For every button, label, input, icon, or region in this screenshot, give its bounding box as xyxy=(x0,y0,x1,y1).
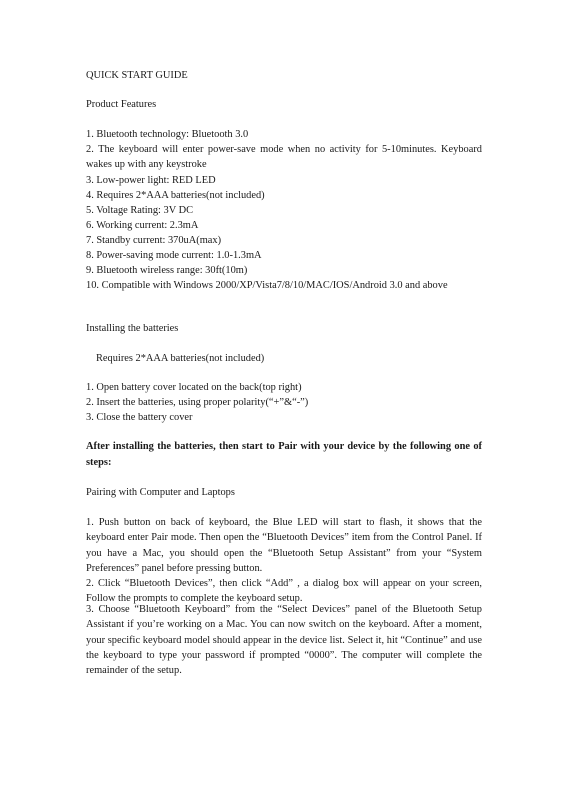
feature-item: 8. Power-saving mode current: 1.0-1.3mA xyxy=(86,250,262,261)
batteries-heading: Installing the batteries xyxy=(86,323,179,334)
pairing-step: 3. Choose “Bluetooth Keyboard” from the “Select Devices” panel of the Bluetooth Setup Assistant if you’re working on a Mac. You can now switch on the keyboard. After a moment, your specific keyboard model should appear in the device list. Select it, hit “Continue” and use the keyboard to type your password if prompted “0000”. The computer will complete the remainder of the setup. xyxy=(86,604,482,677)
document-title: QUICK START GUIDE xyxy=(86,70,188,81)
feature-item: 3. Low-power light: RED LED xyxy=(86,175,216,186)
battery-step: 1. Open battery cover located on the back(top right) xyxy=(86,382,302,393)
feature-item: 7. Standby current: 370uA(max) xyxy=(86,235,222,246)
feature-item: 2. The keyboard will enter power-save mode when no activity for 5-10minutes. Keyboard wakes up with any keystroke xyxy=(86,144,482,171)
feature-item: 5. Voltage Rating: 3V DC xyxy=(86,205,194,216)
feature-item: 6. Working current: 2.3mA xyxy=(86,220,199,231)
battery-step: 3. Close the battery cover xyxy=(86,412,193,423)
pair-intro: After installing the batteries, then start to Pair with your device by the following one of steps: xyxy=(86,441,482,468)
feature-item: 1. Bluetooth technology: Bluetooth 3.0 xyxy=(86,129,249,140)
battery-step: 2. Insert the batteries, using proper polarity(“+”&“-”) xyxy=(86,397,309,408)
features-heading: Product Features xyxy=(86,99,157,110)
feature-item: 4. Requires 2*AAA batteries(not included) xyxy=(86,190,265,201)
pairing-step: 2. Click “Bluetooth Devices”, then click “Add” , a dialog box will appear on your screen, Follow the prompts to complete the keyboard setup. xyxy=(86,578,482,605)
pairing-step: 1. Push button on back of keyboard, the Blue LED will start to flash, it shows that the keyboard enter Pair mode. Then open the “Bluetooth Devices” item from the Control Panel. If you have a Mac, you should open the “Bluetooth Setup Assistant” from your “System Preferences” panel before pressing button. xyxy=(86,517,482,574)
pairing-heading: Pairing with Computer and Laptops xyxy=(86,487,235,498)
feature-item: 9. Bluetooth wireless range: 30ft(10m) xyxy=(86,265,248,276)
batteries-note: Requires 2*AAA batteries(not included) xyxy=(96,353,265,364)
feature-item: 10. Compatible with Windows 2000/XP/Vista7/8/10/MAC/IOS/Android 3.0 and above xyxy=(86,280,448,291)
